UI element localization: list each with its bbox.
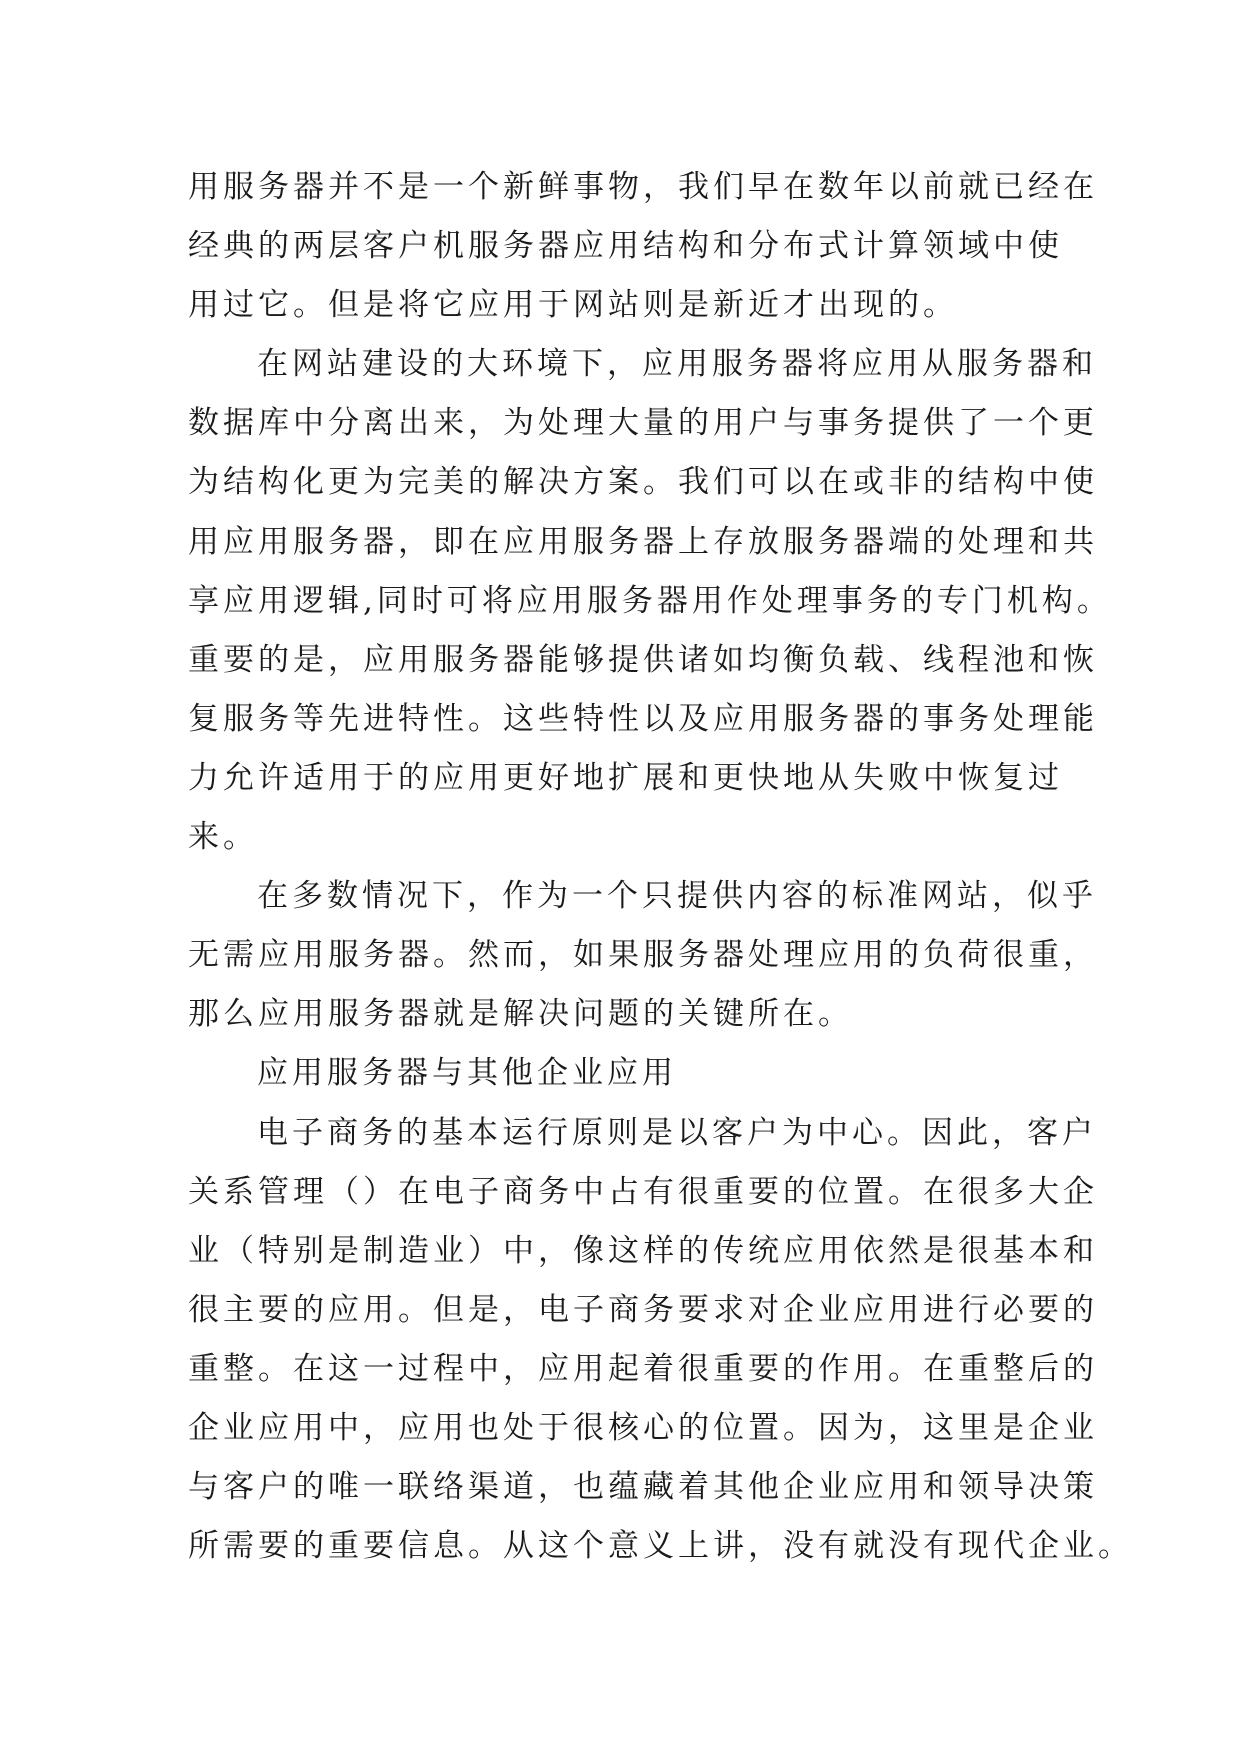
paragraph-first-line: 电子商务的基本运行原则是以客户为中心。因此，客户 [257, 1114, 1097, 1151]
text-line: 用应用服务器，即在应用服务器上存放服务器端的处理和共 [188, 523, 1098, 560]
text-line: 复服务等先进特性。这些特性以及应用服务器的事务处理能 [188, 700, 1098, 737]
text-line: 重要的是，应用服务器能够提供诸如均衡负载、线程池和恢 [188, 641, 1098, 678]
text-line: 来。 [188, 819, 258, 856]
text-line: 用过它。但是将它应用于网站则是新近才出现的。 [188, 287, 958, 324]
text-line: 力允许适用于的应用更好地扩展和更快地从失败中恢复过 [188, 759, 1063, 796]
text-line: 所需要的重要信息。从这个意义上讲，没有就没有现代企业。 [188, 1528, 1133, 1565]
text-line: 无需应用服务器。然而，如果服务器处理应用的负荷很重， [188, 937, 1098, 974]
document-body [188, 158, 1133, 1576]
text-line: 很主要的应用。但是，电子商务要求对企业应用进行必要的 [188, 1291, 1098, 1328]
text-line: 享应用逻辑,同时可将应用服务器用作处理事务的专门机构。 [188, 582, 1112, 619]
text-line: 关系管理（）在电子商务中占有很重要的位置。在很多大企 [188, 1173, 1098, 1210]
text-line: 为结构化更为完美的解决方案。我们可以在或非的结构中使 [188, 464, 1098, 501]
text-line: 企业应用中，应用也处于很核心的位置。因为，这里是企业 [188, 1409, 1098, 1446]
text-line: 经典的两层客户机服务器应用结构和分布式计算领域中使 [188, 228, 1063, 265]
text-line: 重整。在这一过程中，应用起着很重要的作用。在重整后的 [188, 1350, 1098, 1387]
text-line: 数据库中分离出来，为处理大量的用户与事务提供了一个更 [188, 405, 1098, 442]
paragraph-first-line: 在多数情况下，作为一个只提供内容的标准网站，似乎 [257, 878, 1097, 915]
text-line: 业（特别是制造业）中，像这样的传统应用依然是很基本和 [188, 1232, 1098, 1269]
section-heading: 应用服务器与其他企业应用 [257, 1055, 677, 1092]
text-line: 用服务器并不是一个新鲜事物，我们早在数年以前就已经在 [188, 169, 1098, 205]
paragraph-first-line: 在网站建设的大环境下，应用服务器将应用从服务器和 [257, 346, 1097, 383]
text-line: 那么应用服务器就是解决问题的关键所在。 [188, 996, 853, 1033]
text-line: 与客户的唯一联络渠道，也蕴藏着其他企业应用和领导决策 [188, 1469, 1098, 1506]
